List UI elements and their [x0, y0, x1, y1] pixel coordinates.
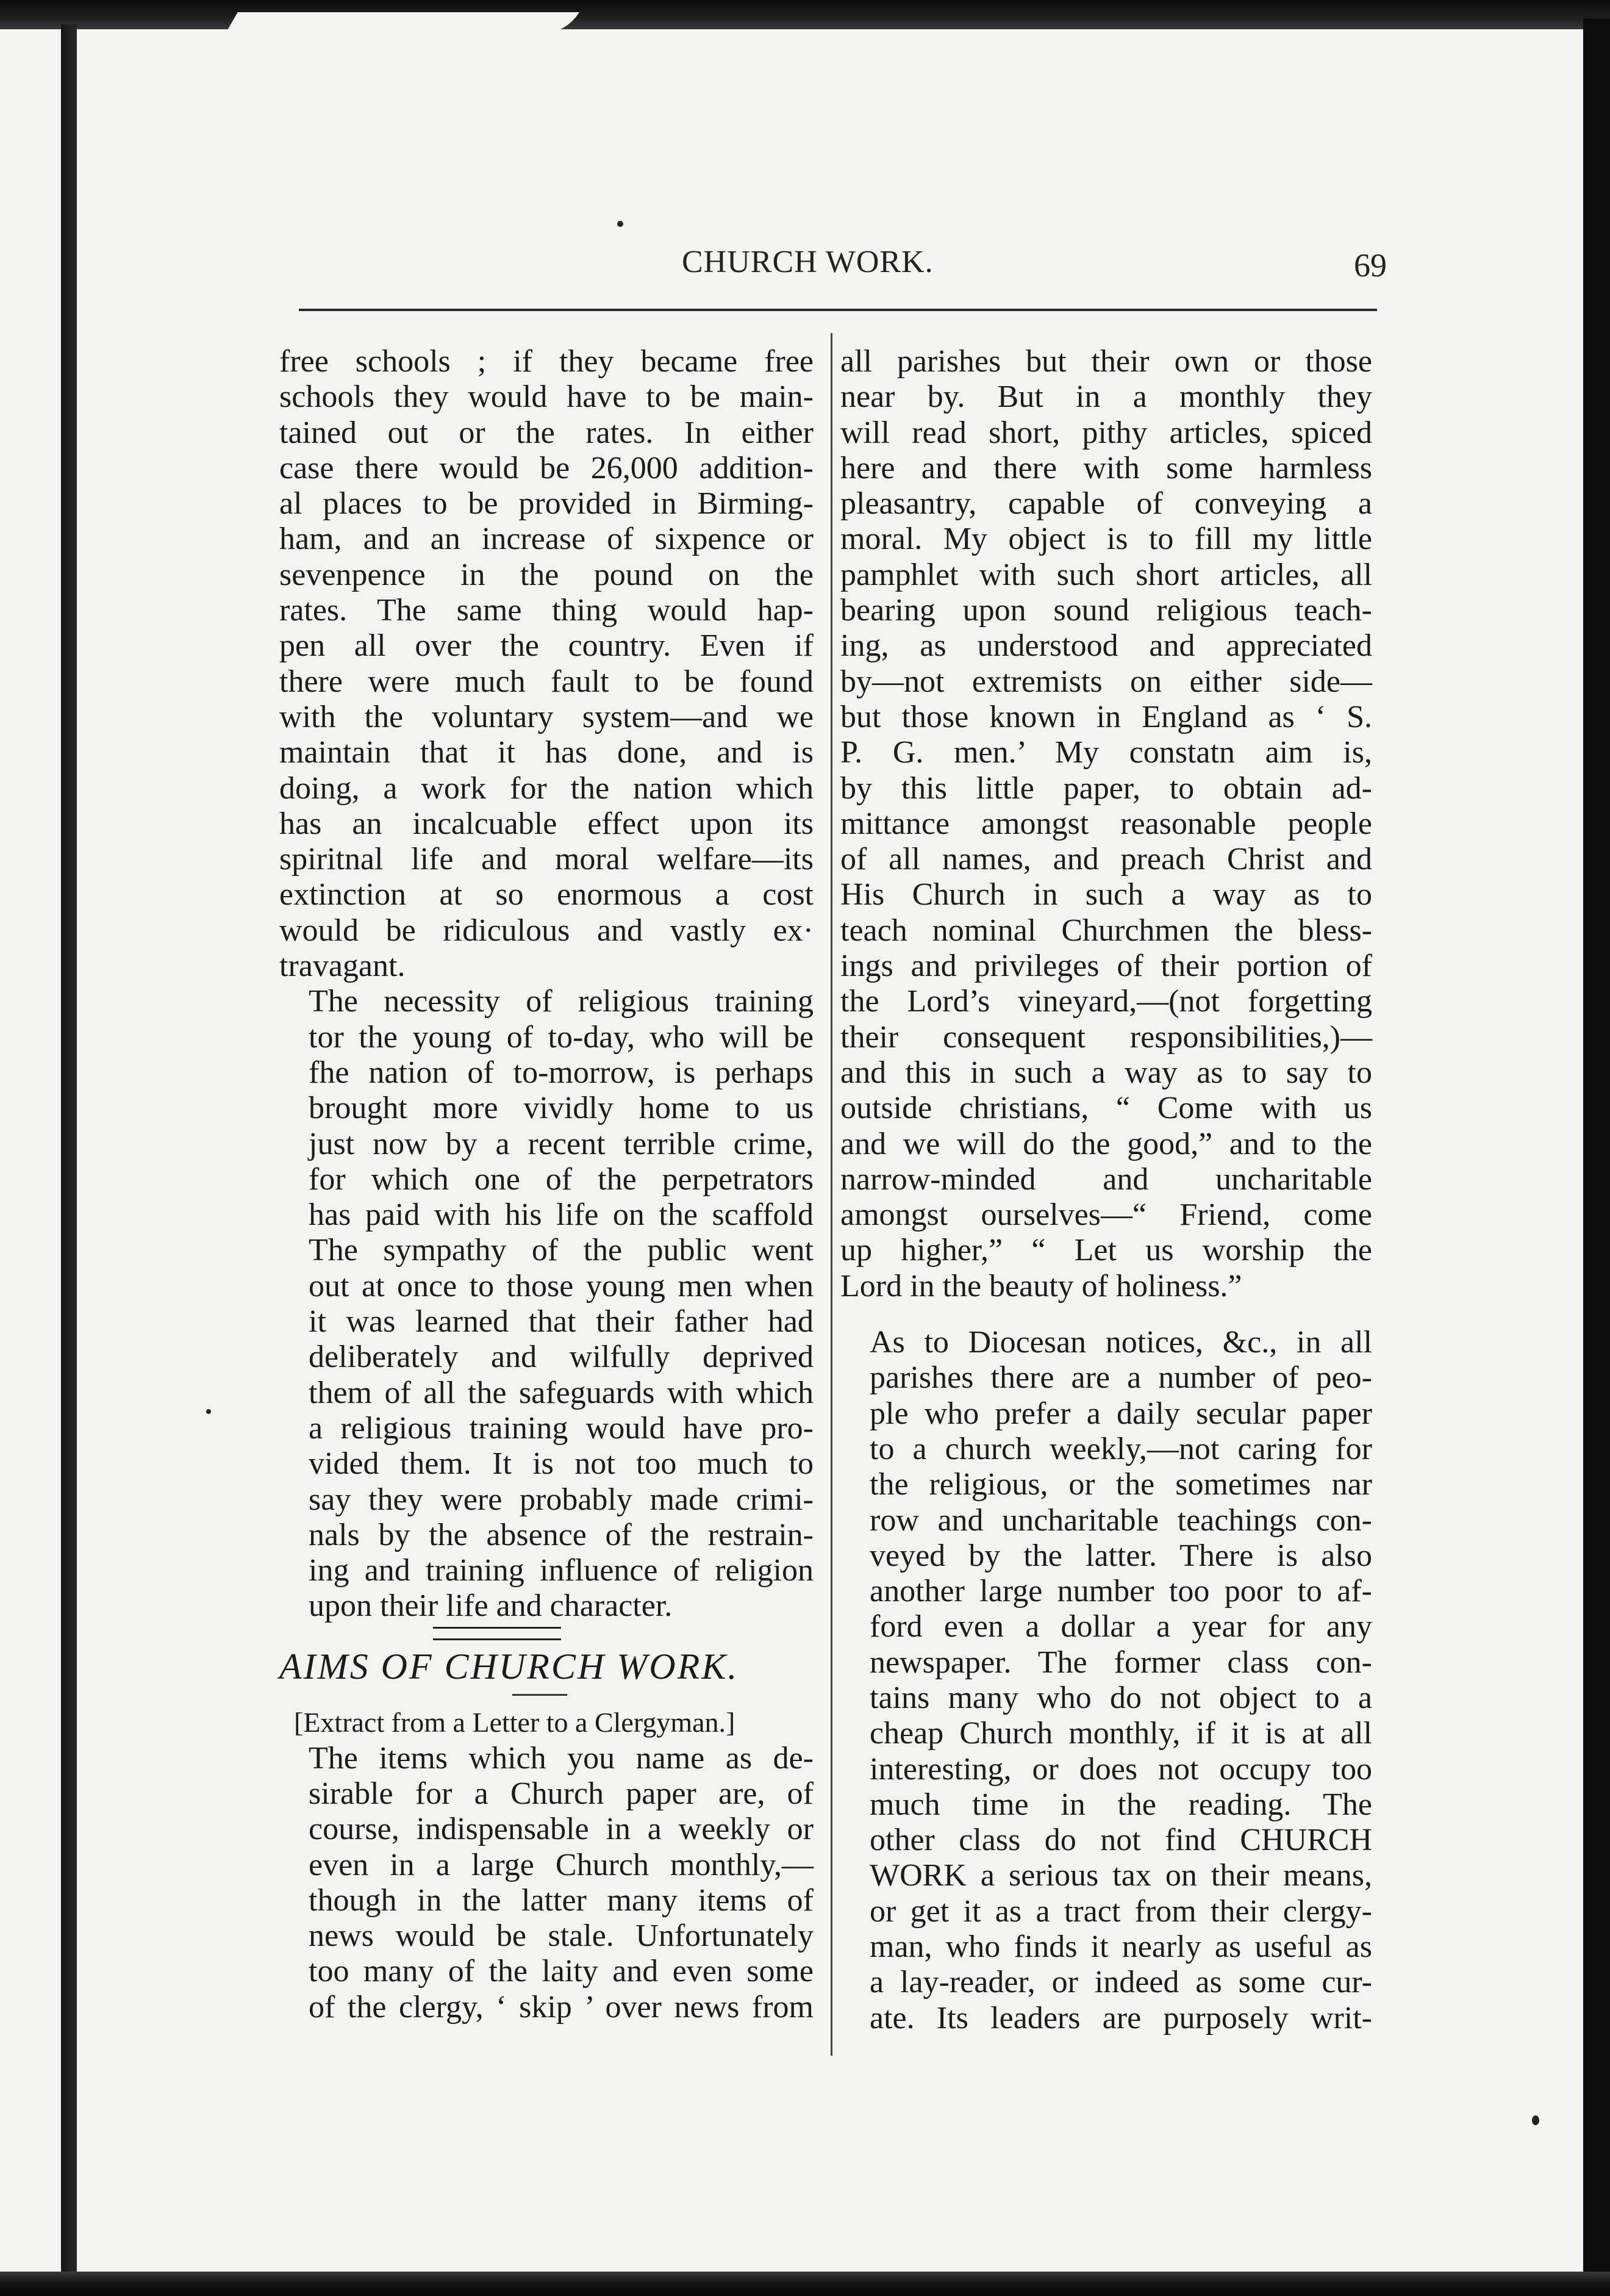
text-line: free schools ; if they became free	[279, 344, 814, 379]
text-line: interesting, or does not occupy too	[870, 1751, 1372, 1787]
text-line: ings and privileges of their portion of	[840, 949, 1372, 984]
paragraph	[840, 1325, 1372, 2036]
text-line: WORK a serious tax on their means,	[870, 1858, 1372, 1893]
text-line: has an incalcuable effect upon its	[279, 806, 814, 841]
text-line: a religious training would have pro-	[309, 1410, 814, 1446]
text-line: The necessity of religious training	[309, 984, 814, 1019]
text-line: would be ridiculous and vastly ex·	[279, 913, 814, 948]
paragraph-gap	[840, 1304, 1372, 1325]
text-line: man, who finds it nearly as useful as	[870, 1929, 1372, 1965]
text-line: much time in the reading. The	[870, 1787, 1372, 1822]
text-line: and this in such a way as to say to	[840, 1055, 1372, 1090]
text-line: parishes there are a number of peo-	[870, 1360, 1372, 1396]
text-line: just now by a recent terrible crime,	[309, 1126, 814, 1161]
text-line: but those known in England as ‘ S.	[840, 699, 1372, 734]
text-line: upon their life and character.	[309, 1588, 673, 1624]
text-line: As to Diocesan notices, &c., in all	[870, 1325, 1372, 1360]
text-line: newspaper. The former class con-	[870, 1645, 1372, 1680]
text-line: mittance amongst reasonable people	[840, 806, 1372, 841]
ink-speck	[1532, 2115, 1539, 2125]
section-double-rule	[433, 1627, 561, 1640]
text-line: sevenpence in the pound on the	[279, 557, 814, 592]
right-column	[840, 344, 1372, 2036]
text-line: for which one of the perpetrators	[309, 1161, 814, 1197]
paragraph	[840, 344, 1372, 1304]
page-number: 69	[1354, 247, 1387, 284]
text-line: spiritnal life and moral welfare—its	[279, 842, 814, 877]
text-line: outside christians, “ Come with us	[840, 1091, 1372, 1126]
text-line: out at once to those young men when	[309, 1268, 814, 1304]
scan-border-right	[1583, 18, 1610, 2296]
text-line: nals by the absence of the restrain-	[309, 1517, 814, 1552]
text-line: The sympathy of the public went	[309, 1233, 814, 1268]
header-rule	[299, 309, 1377, 311]
text-line: deliberately and wilfully deprived	[309, 1340, 814, 1375]
text-line: ing, as understood and appreciated	[840, 628, 1372, 664]
text-line: maintain that it has done, and is	[279, 735, 814, 770]
text-line: tains many who do not object to a	[870, 1680, 1372, 1715]
text-line: pen all over the country. Even if	[279, 628, 814, 664]
text-line: bearing upon sound religious teach-	[840, 593, 1372, 628]
text-line: ple who prefer a daily secular paper	[870, 1396, 1372, 1431]
text-line: news would be stale. Unfortunately	[309, 1918, 814, 1954]
text-line: other class do not find CHURCH	[870, 1823, 1372, 1858]
text-line: all parishes but their own or those	[840, 344, 1372, 379]
text-line: by this little paper, to obtain ad-	[840, 770, 1372, 806]
text-line: The items which you name as de-	[309, 1740, 814, 1776]
text-line: to a church weekly,—not caring for	[870, 1431, 1372, 1466]
text-line: fhe nation of to-morrow, is perhaps	[309, 1055, 814, 1090]
text-line: has paid with his life on the scaffold	[309, 1197, 814, 1233]
section-title: AIMS OF CHURCH WORK.	[279, 1646, 739, 1687]
text-line: will read short, pithy articles, spiced	[840, 415, 1372, 450]
text-line: brought more vividly home to us	[309, 1091, 814, 1126]
text-line: His Church in such a way as to	[840, 877, 1372, 913]
text-line: though in the latter many items of	[309, 1882, 814, 1918]
left-column	[279, 344, 814, 2025]
text-line: near by. But in a monthly they	[840, 379, 1372, 415]
text-line: amongst ourselves—“ Friend, come	[840, 1197, 1372, 1233]
text-line: of all names, and preach Christ and	[840, 842, 1372, 877]
text-line: tained out or the rates. In either	[279, 415, 814, 450]
text-line: a lay-reader, or indeed as some cur-	[870, 1965, 1372, 2000]
text-line: with the voluntary system—and we	[279, 699, 814, 734]
text-line: their consequent responsibilities,)—	[840, 1019, 1372, 1055]
text-line: rates. The same thing would hap-	[279, 593, 814, 628]
text-line: al places to be provided in Birming-	[279, 486, 814, 522]
text-line: of the clergy, ‘ skip ’ over news from	[309, 1989, 814, 2025]
running-head: CHURCH WORK.	[682, 245, 934, 279]
text-line: doing, a work for the nation which	[279, 770, 814, 806]
text-line: travagant.	[279, 949, 406, 984]
text-line: tor the young of to-day, who will be	[309, 1019, 814, 1055]
scan-border-bottom	[0, 2272, 1610, 2296]
ink-speck	[206, 1409, 211, 1414]
text-line: narrow-minded and uncharitable	[840, 1161, 1372, 1197]
text-line: up higher,” “ Let us worship the	[840, 1233, 1372, 1268]
text-line: sirable for a Church paper are, of	[309, 1776, 814, 1811]
text-line: even in a large Church monthly,—	[309, 1847, 814, 1882]
text-line: P. G. men.’ My constatn aim is,	[840, 735, 1372, 770]
text-line: by—not extremists on either side—	[840, 664, 1372, 699]
scan-border-left	[61, 24, 77, 2281]
text-line: case there would be 26,000 addition-	[279, 450, 814, 486]
text-line: them of all the safeguards with which	[309, 1375, 814, 1410]
text-line: or get it as a tract from their clergy-	[870, 1893, 1372, 1929]
extract-note: [Extract from a Letter to a Clergyman.]	[294, 1706, 735, 1738]
text-line: schools they would have to be main-	[279, 379, 814, 415]
ink-speck	[617, 221, 623, 227]
text-line: ford even a dollar a year for any	[870, 1609, 1372, 1645]
text-line: it was learned that their father had	[309, 1304, 814, 1340]
text-line: and we will do the good,” and to the	[840, 1126, 1372, 1161]
text-line: ham, and an increase of sixpence or	[279, 522, 814, 557]
text-line: pamphlet with such short articles, all	[840, 557, 1372, 592]
column-divider	[831, 333, 832, 2056]
text-line: course, indispensable in a weekly or	[309, 1812, 814, 1847]
paragraph	[279, 1741, 814, 2025]
scan-border-top	[0, 0, 1610, 29]
text-line: say they were probably made crimi-	[309, 1482, 814, 1517]
text-line: vided them. It is not too much to	[309, 1446, 814, 1482]
text-line: here and there with some harmless	[840, 450, 1372, 486]
paragraph	[279, 344, 814, 984]
text-line: teach nominal Churchmen the bless-	[840, 913, 1372, 948]
text-line: row and uncharitable teachings con-	[870, 1502, 1372, 1538]
text-line: too many of the laity and even some	[309, 1954, 814, 1989]
short-rule	[512, 1694, 567, 1696]
text-line: the religious, or the sometimes nar	[870, 1467, 1372, 1502]
text-line: moral. My object is to fill my little	[840, 522, 1372, 557]
text-line: the Lord’s vineyard,—(not forgetting	[840, 984, 1372, 1019]
text-line: there were much fault to be found	[279, 664, 814, 699]
text-line: ate. Its leaders are purposely writ-	[870, 2000, 1372, 2036]
text-line: extinction at so enormous a cost	[279, 877, 814, 913]
text-line: ing and training influence of religion	[309, 1553, 814, 1588]
text-line: cheap Church monthly, if it is at all	[870, 1716, 1372, 1751]
paragraph	[279, 984, 814, 1624]
text-line: Lord in the beauty of holiness.”	[840, 1268, 1242, 1304]
text-line: another large number too poor to af-	[870, 1574, 1372, 1609]
text-line: pleasantry, capable of conveying a	[840, 486, 1372, 522]
text-line: veyed by the latter. There is also	[870, 1538, 1372, 1573]
